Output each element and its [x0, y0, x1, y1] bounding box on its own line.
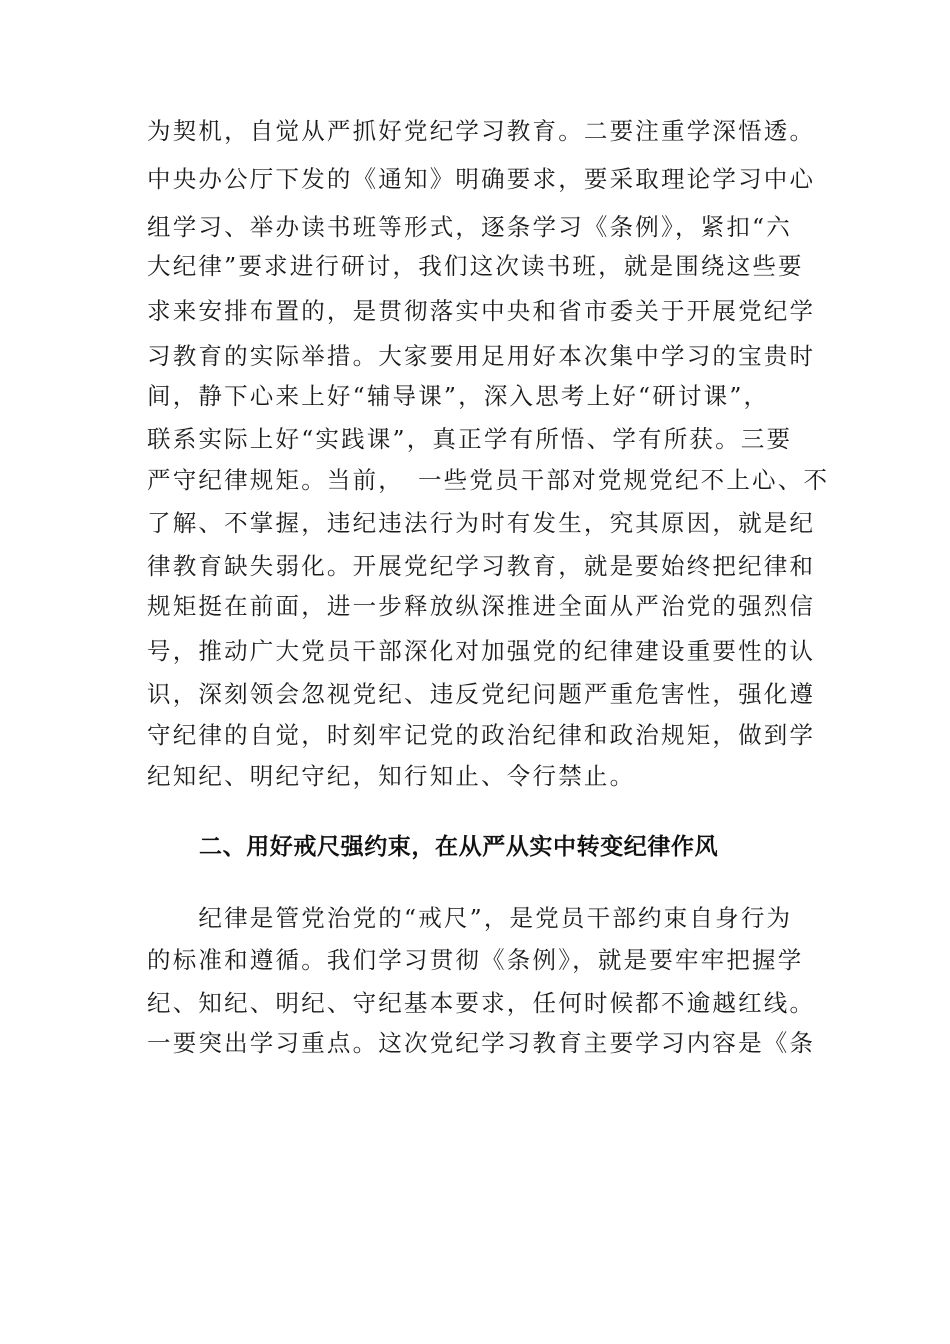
body-text-line: 求来安排布置的，是贯彻落实中央和省市委关于开展党纪学 — [147, 297, 816, 325]
body-text-line: 大纪律”要求进行研讨，我们这次读书班，就是围绕这些要 — [147, 252, 804, 280]
body-text-line: 严守纪律规矩。当前， 一些党员干部对党规党纪不上心、不 — [147, 466, 830, 494]
body-text-line: 识，深刻领会忽视党纪、违反党纪问题严重危害性，强化遵 — [147, 680, 816, 708]
body-text-line: 间，静下心来上好“辅导课”，深入思考上好“研讨课”， — [147, 382, 770, 410]
body-text-line: 一要突出学习重点。这次党纪学习教育主要学习内容是《条 — [147, 1029, 816, 1057]
body-text-line: 中央办公厅下发的《通知》明确要求，要采取理论学习中心 — [147, 165, 816, 193]
body-text-line: 组学习、举办读书班等形式，逐条学习《条例》，紧扣“六 — [147, 213, 792, 241]
body-text-line: 联系实际上好“实践课”，真正学有所悟、学有所获。三要 — [147, 425, 793, 453]
body-text-line: 守纪律的自觉，时刻牢记党的政治纪律和政治规矩，做到学 — [147, 721, 816, 749]
body-text-line: 律教育缺失弱化。开展党纪学习教育，就是要始终把纪律和 — [147, 552, 816, 580]
body-text-line: 纪律是管党治党的“戒尺”，是党员干部约束自身行为 — [147, 904, 793, 932]
body-text-line: 为契机，自觉从严抓好党纪学习教育。二要注重学深悟透。 — [147, 117, 816, 145]
section-heading: 二、用好戒尺强约束，在从严从实中转变纪律作风 — [199, 834, 719, 860]
body-text-line: 了解、不掌握，违纪违法行为时有发生，究其原因，就是纪 — [147, 509, 816, 537]
body-text-line: 习教育的实际举措。大家要用足用好本次集中学习的宝贵时 — [147, 342, 816, 370]
body-text-line: 规矩挺在前面，进一步释放纵深推进全面从严治党的强烈信 — [147, 592, 816, 620]
body-text-line: 号，推动广大党员干部深化对加强党的纪律建设重要性的认 — [147, 637, 816, 665]
body-text-line: 的标准和遵循。我们学习贯彻《条例》，就是要牢牢把握学 — [147, 946, 804, 974]
body-text-line: 纪、知纪、明纪、守纪基本要求，任何时候都不逾越红线。 — [147, 989, 816, 1017]
body-text-line: 纪知纪、明纪守纪，知行知止、令行禁止。 — [147, 762, 636, 790]
